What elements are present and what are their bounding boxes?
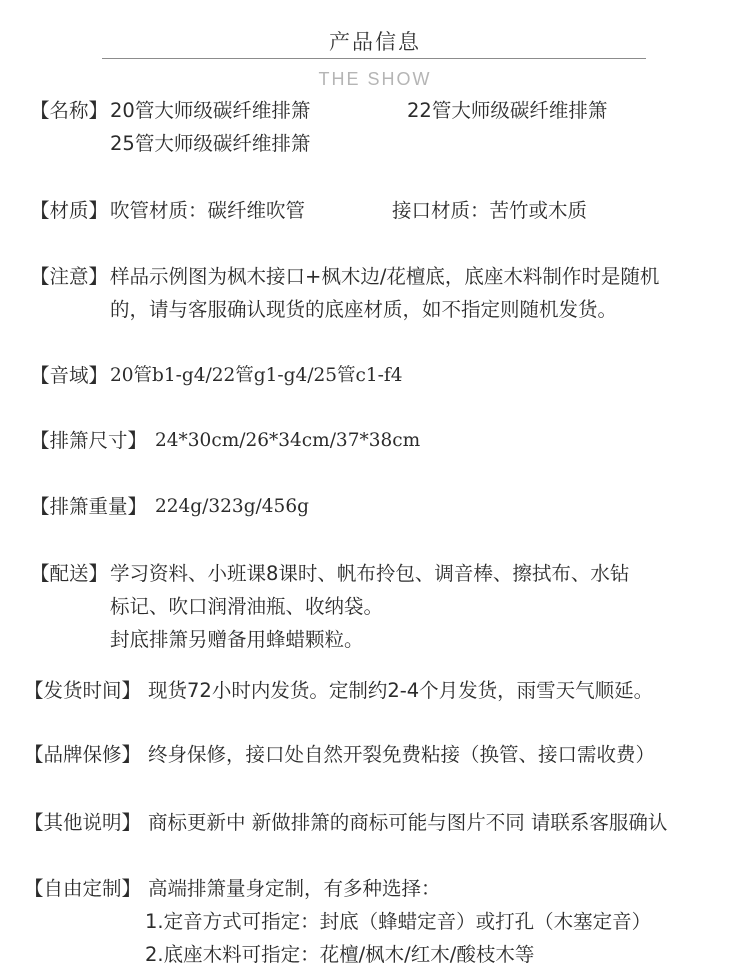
spec-value: 标记、吹口润滑油瓶、收纳袋。 (110, 595, 384, 618)
spec-value: 现货72小时内发货。定制约2-4个月发货，雨雪天气顺延。 (148, 679, 654, 702)
spec-label: 【材质】 (30, 199, 109, 222)
spec-value: 的，请与客服确认现货的底座材质，如不指定则随机发货。 (110, 298, 618, 321)
spec-value: 终身保修，接口处自然开裂免费粘接（换管、接口需收费） (148, 743, 656, 766)
title-divider (102, 58, 646, 59)
spec-label: 【自由定制】 (24, 877, 142, 900)
spec-label: 【排箫尺寸】 (30, 429, 148, 452)
spec-value: 224g/323g/456g (155, 496, 309, 517)
spec-value: 20管大师级碳纤维排箫 (110, 99, 311, 122)
spec-label: 【品牌保修】 (24, 743, 142, 766)
spec-value: 25管大师级碳纤维排箫 (110, 132, 311, 155)
spec-value: 20管b1-g4/22管g1-g4/25管c1-f4 (110, 365, 403, 386)
spec-value: 24*30cm/26*34cm/37*38cm (155, 430, 421, 451)
section-title: 产品信息 (329, 30, 421, 54)
spec-label: 【发货时间】 (24, 679, 142, 702)
spec-value: 吹管材质：碳纤维吹管 (110, 199, 306, 222)
spec-value: 接口材质：苦竹或木质 (392, 199, 588, 222)
section-subtitle: THE SHOW (318, 69, 432, 89)
spec-label: 【注意】 (30, 265, 109, 288)
section-header (0, 0, 750, 100)
spec-value: 封底排箫另赠备用蜂蜡颗粒。 (110, 628, 364, 651)
spec-label: 【配送】 (30, 562, 109, 585)
spec-label: 【其他说明】 (24, 811, 142, 834)
custom-option: 1.定音方式可指定：封底（蜂蜡定音）或打孔（木塞定音） (145, 910, 652, 933)
custom-option: 2.底座木料可指定：花檀/枫木/红木/酸枝木等 (145, 943, 535, 966)
spec-value: 高端排箫量身定制，有多种选择： (148, 877, 441, 900)
spec-label: 【排箫重量】 (30, 495, 148, 518)
spec-label: 【名称】 (30, 99, 109, 122)
spec-label: 【音域】 (30, 364, 109, 387)
spec-value: 样品示例图为枫木接口+枫木边/花檀底，底座木料制作时是随机 (110, 265, 660, 288)
spec-value: 商标更新中 新做排箫的商标可能与图片不同 请联系客服确认 (148, 811, 668, 834)
spec-value: 学习资料、小班课8课时、帆布拎包、调音棒、擦拭布、水钻 (110, 562, 630, 585)
spec-value: 22管大师级碳纤维排箫 (407, 99, 608, 122)
